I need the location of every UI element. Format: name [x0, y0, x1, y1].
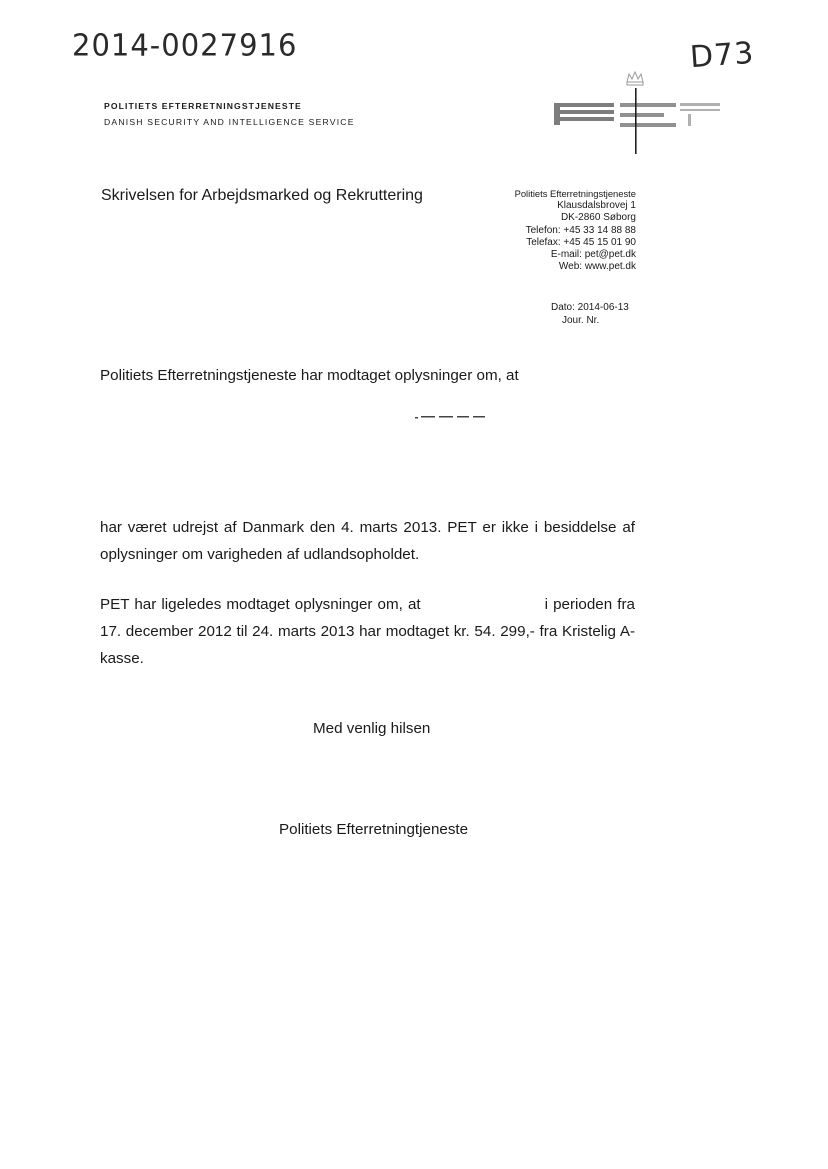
- contact-email: E-mail: pet@pet.dk: [550, 249, 636, 261]
- pet-logo: [552, 70, 722, 154]
- contact-name: Politiets Efterretningstjeneste: [514, 188, 636, 199]
- closing-greeting: Med venlig hilsen: [313, 720, 431, 737]
- contact-web: Web: www.pet.dk: [558, 261, 636, 273]
- agency-name-english: DANISH SECURITY AND INTELLIGENCE SERVICE: [104, 117, 355, 127]
- intro-paragraph: Politiets Efterretningstjeneste har modtaget oplysninger om, at: [100, 367, 519, 384]
- contact-phone: Telefon: +45 33 14 88 88: [525, 224, 636, 236]
- paragraph-benefits-start: PET har ligeledes modtaget oplysninger om, at: [100, 596, 421, 613]
- paragraph-departure: har været udrejst af Danmark den 4. marts 2013. PET er ikke i besiddelse af oplysninger om varigheden af udlandsopholdet.: [100, 519, 635, 563]
- letter-subject: Skrivelsen for Arbejdsmarked og Rekruttering: [101, 187, 423, 204]
- letter-date: Dato: 2014-06-13: [551, 302, 629, 313]
- contact-city: DK-2860 Søborg: [560, 212, 636, 224]
- handwritten-document-mark: D73: [688, 35, 756, 76]
- handwritten-reference-number: 2014-0027916: [72, 27, 298, 63]
- contact-fax: Telefax: +45 45 15 01 90: [526, 236, 636, 248]
- paragraph-benefits-end: i perioden fra 17. december 2012 til 24. marts 2013 har modtaget kr. 54. 299,- fra Kristelig A-kasse.: [100, 596, 635, 667]
- journal-number: Jour. Nr.: [562, 315, 600, 326]
- agency-name-danish: POLITIETS EFTERRETNINGSTJENESTE: [104, 101, 302, 111]
- redaction-remnant: [415, 414, 487, 420]
- contact-street: Klausdalsbrovej 1: [557, 200, 636, 212]
- crown-icon: [627, 72, 643, 85]
- contact-block: [515, 188, 636, 273]
- signature-agency: Politiets Efterretningtjeneste: [279, 821, 469, 838]
- date-block: [551, 301, 629, 327]
- paragraph-benefits: [100, 591, 635, 672]
